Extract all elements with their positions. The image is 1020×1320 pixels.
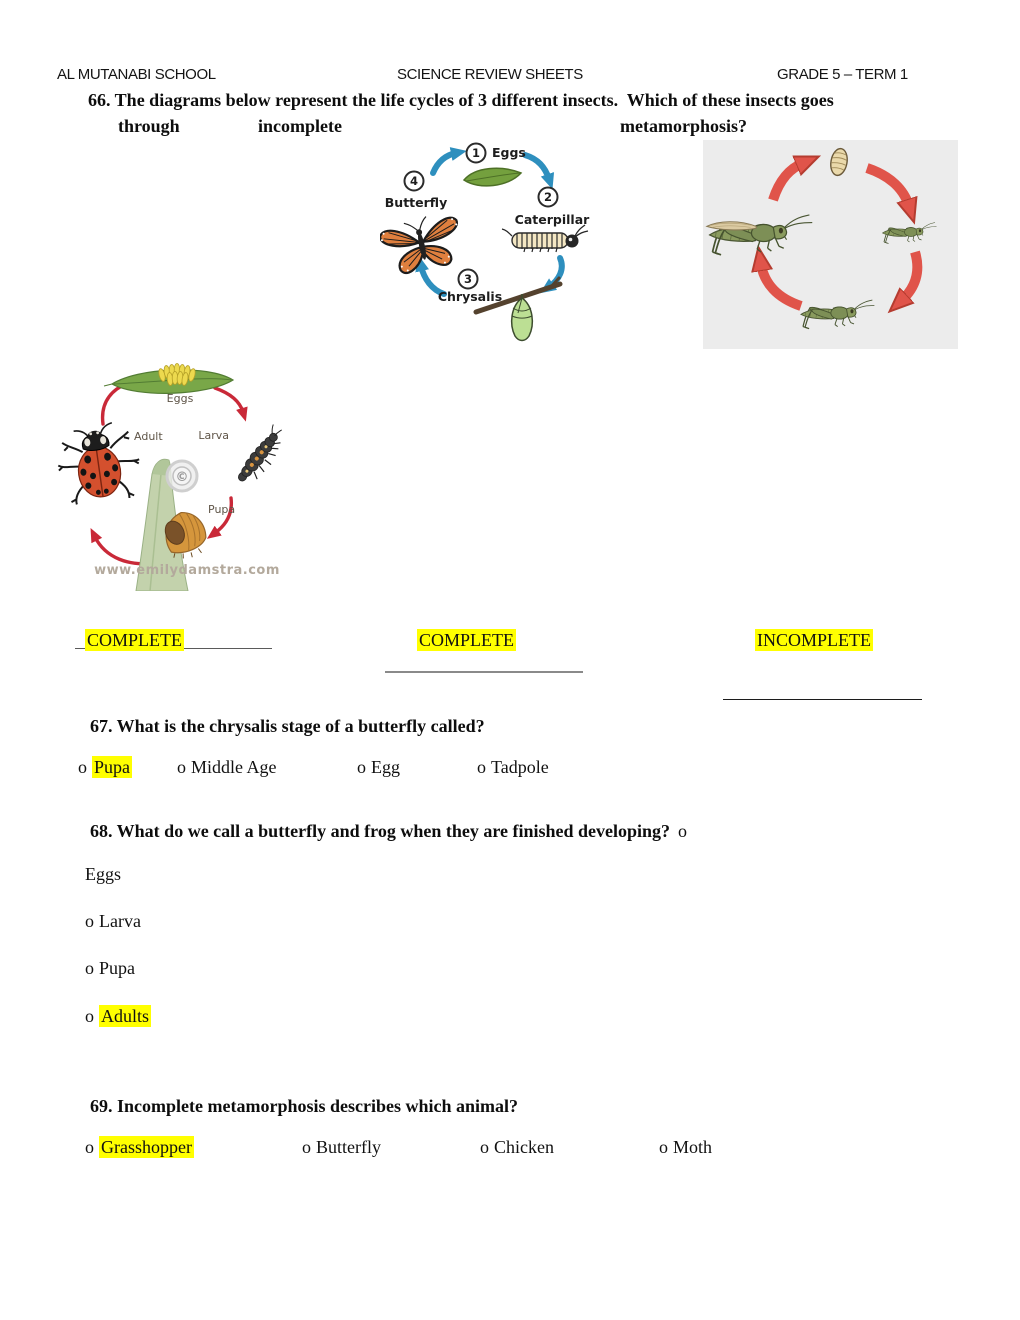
option-label: Grasshopper: [101, 1137, 192, 1157]
option-bullet: o: [357, 757, 366, 777]
arrow-butterfly-to-eggs: [433, 153, 456, 173]
answer-blank-line-3: [723, 699, 922, 700]
option-bullet: o: [477, 757, 486, 777]
watermark-text: www.emilydamstra.com: [94, 563, 280, 578]
stage4-number: 4: [409, 174, 419, 188]
option-label: Tadpole: [491, 757, 549, 777]
answer-blank-line-2: [385, 671, 583, 673]
caterpillar-figure: [502, 225, 588, 252]
option-label: Butterfly: [316, 1137, 381, 1157]
option-label: Pupa: [94, 757, 130, 777]
option-label: Pupa: [99, 958, 135, 978]
stage4-label: Butterfly: [384, 195, 448, 210]
answer-2-text: COMPLETE: [419, 630, 515, 650]
q68-option-adults: [85, 1006, 151, 1027]
option-bullet: o: [659, 1137, 668, 1157]
option-bullet: o: [177, 757, 186, 777]
option-label: Eggs: [85, 864, 121, 884]
stage2-label: Caterpillar: [514, 212, 590, 227]
question-66-word-metamorphosis: metamorphosis?: [620, 116, 747, 136]
answer-2: [417, 630, 516, 651]
q67-option-pupa: [78, 757, 132, 778]
ladybug-eggs-label: Eggs: [166, 392, 194, 405]
option-label: Adults: [101, 1006, 150, 1026]
answer-3: [755, 630, 873, 651]
question-68-trailing-bullet: o: [678, 821, 688, 841]
option-label: Moth: [673, 1137, 713, 1157]
answer-1-text: COMPLETE: [87, 630, 183, 650]
question-68-text: 68. What do we call a butterfly and frog when they are finished developing?: [90, 821, 671, 841]
stage3-number: 3: [463, 272, 473, 286]
option-bullet: o: [85, 911, 94, 931]
stage1-number: 1: [471, 146, 481, 160]
question-66-word-through: through: [118, 116, 180, 136]
question-68-title: [90, 821, 687, 842]
chrysalis-figure: [476, 278, 560, 341]
ladybug-lifecycle-image: [57, 356, 292, 591]
option-bullet: o: [85, 1137, 94, 1157]
copyright-symbol: ©: [175, 470, 189, 485]
ladybug-larva-label: Larva: [198, 429, 229, 442]
arrow-eggs-to-caterpillar: [525, 155, 549, 179]
ladybug-adult-label: Adult: [134, 430, 163, 443]
q67-option-egg: [357, 757, 400, 778]
q69-option-butterfly: [302, 1137, 381, 1158]
question-67-title: 67. What is the chrysalis stage of a butterfly called?: [90, 716, 485, 736]
grasshopper-lifecycle-image: [703, 140, 958, 349]
header-grade: GRADE 5 – TERM 1: [777, 66, 908, 83]
option-label: Middle Age: [191, 757, 277, 777]
header-school: AL MUTANABI SCHOOL: [57, 66, 216, 83]
stage1-label: Eggs: [492, 145, 526, 160]
butterfly-lifecycle-image: [380, 140, 600, 347]
copyright-emblem: [167, 461, 197, 491]
question-66-word-incomplete: incomplete: [258, 116, 342, 136]
q67-option-middle-age: [177, 757, 277, 778]
option-bullet: o: [302, 1137, 311, 1157]
q68-option-larva: [85, 911, 141, 932]
header-title: SCIENCE REVIEW SHEETS: [397, 66, 583, 83]
question-69-title: 69. Incomplete metamorphosis describes which animal?: [90, 1096, 518, 1116]
q69-option-chicken: [480, 1137, 554, 1158]
q68-option-pupa: [85, 958, 135, 979]
answer-1: [85, 630, 184, 651]
option-label: Chicken: [494, 1137, 554, 1157]
question-66-line1: 66. The diagrams below represent the life cycles of 3 different insects. Which of these insects goes: [88, 90, 834, 110]
answer-3-text: INCOMPLETE: [757, 630, 871, 650]
option-bullet: o: [480, 1137, 489, 1157]
stage3-label: Chrysalis: [437, 289, 503, 304]
q69-option-grasshopper: [85, 1137, 194, 1158]
option-bullet: o: [85, 958, 94, 978]
q69-option-moth: [659, 1137, 712, 1158]
stage2-number: 2: [543, 190, 553, 204]
q68-option-eggs: [85, 864, 121, 885]
option-label: Egg: [371, 757, 400, 777]
option-bullet: o: [78, 757, 87, 777]
option-bullet: o: [85, 1006, 94, 1026]
ladybug-adult-figure: [57, 420, 144, 508]
ladybug-pupa-label: Pupa: [208, 503, 236, 516]
option-label: Larva: [99, 911, 141, 931]
ladybug-larva-figure: [234, 424, 292, 490]
leaf-figure: [464, 168, 521, 186]
arrow-eggs-to-larva: [215, 388, 243, 412]
q67-option-tadpole: [477, 757, 549, 778]
